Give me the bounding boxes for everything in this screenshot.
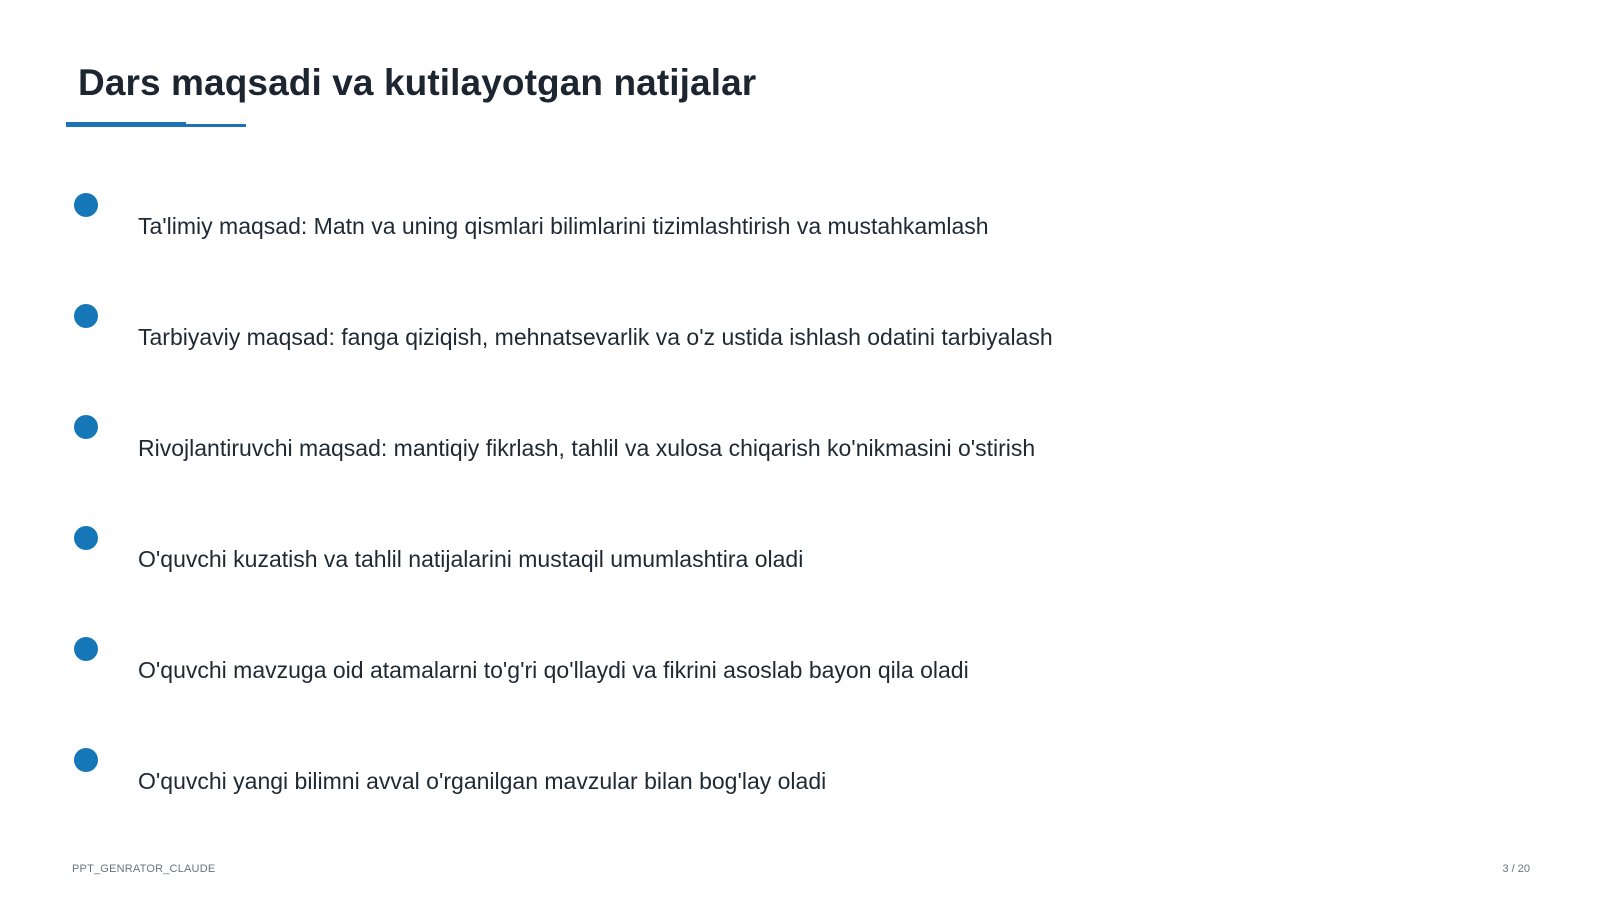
footer-label: PPT_GENRATOR_CLAUDE xyxy=(72,863,216,875)
bullet-dot-icon xyxy=(74,304,98,328)
bullet-item xyxy=(0,193,1600,273)
bullet-dot-icon xyxy=(74,637,98,661)
bullet-text: O'quvchi kuzatish va tahlil natijalarini mustaqil umumlashtira oladi xyxy=(138,546,804,572)
bullet-text: Rivojlantiruvchi maqsad: mantiqiy fikrlash, tahlil va xulosa chiqarish ko'nikmasini o'stirish xyxy=(138,435,1036,461)
bullet-item xyxy=(0,637,1600,717)
slide-title: Dars maqsadi va kutilayotgan natijalar xyxy=(78,62,757,103)
bullet-item xyxy=(0,304,1600,384)
bullet-dot-icon xyxy=(74,748,98,772)
bullet-text: O'quvchi mavzuga oid atamalarni to'g'ri qo'llaydi va fikrini asoslab bayon qila oladi xyxy=(138,657,969,683)
bullet-text: O'quvchi yangi bilimni avval o'rganilgan mavzular bilan bog'lay oladi xyxy=(138,768,827,794)
bullet-item xyxy=(0,748,1600,828)
page-indicator: 3 / 20 xyxy=(1502,863,1530,875)
bullet-text: Tarbiyaviy maqsad: fanga qiziqish, mehnatsevarlik va o'z ustida ishlash odatini tarbiyalash xyxy=(138,324,1053,350)
bullet-dot-icon xyxy=(74,526,98,550)
bullet-text: Ta'limiy maqsad: Matn va uning qismlari bilimlarini tizimlashtirish va mustahkamlash xyxy=(138,213,989,239)
bullet-dot-icon xyxy=(74,415,98,439)
bullet-item xyxy=(0,415,1600,495)
bullet-item xyxy=(0,526,1600,606)
bullet-dot-icon xyxy=(74,193,98,217)
